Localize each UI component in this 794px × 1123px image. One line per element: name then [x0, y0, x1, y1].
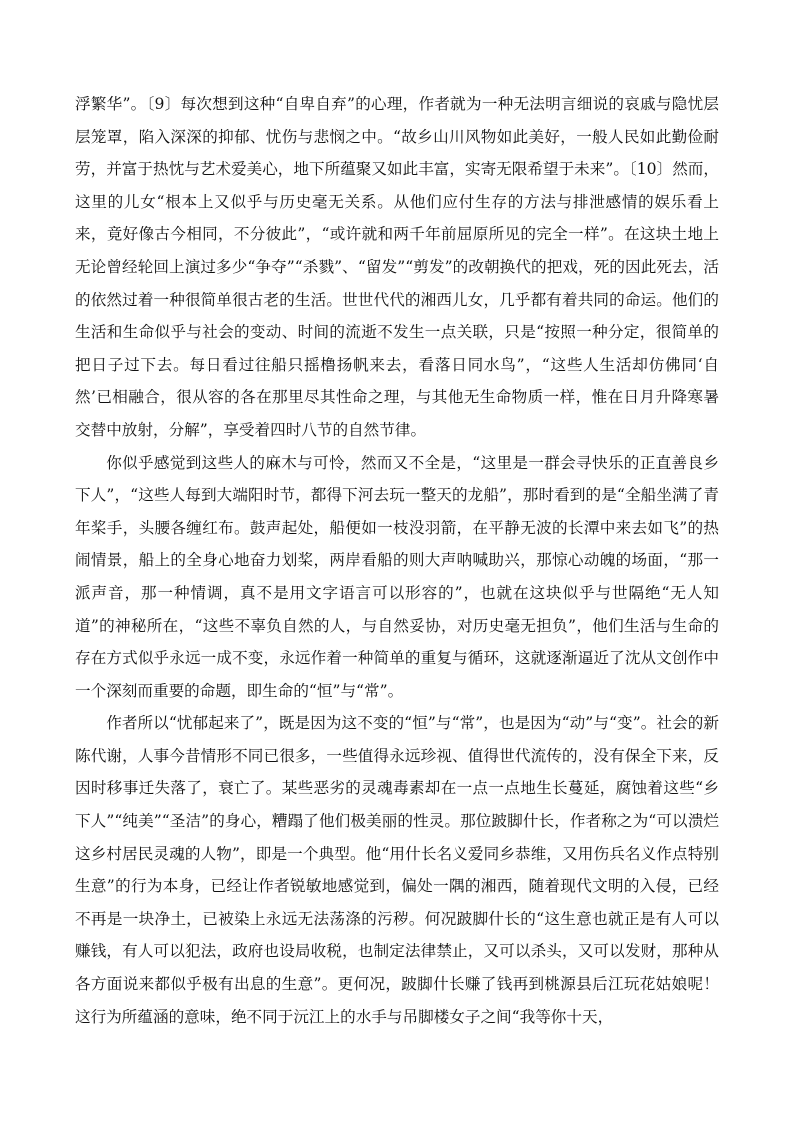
paragraph-1: 浮繁华”。〔9〕每次想到这种“自卑自弃”的心理，作者就为一种无法明言细说的哀戚与隐忧层层笼罩，陷入深深的抑郁、忧伤与悲悯之中。“故乡山川风物如此美好，一般人民如此勤俭耐劳，并富于热忱与艺术爱美心，地下所蕴聚又如此丰富，实寄无限希望于未来”。〔10〕然而，这里的儿女“根本上又似乎与历史毫无关系。从他们应付生存的方法与排泄感情的娱乐看上来，竟好像古今相同，不分彼此”，“或许就和两千年前屈原所见的完全一样”。在这块土地上无论曾经轮回上演过多少“争夺”“杀戮”、“留发”“剪发”的改朝换代的把戏，死的因此死去，活的依然过着一种很简单很古老的生活。世世代代的湘西儿女，几乎都有着共同的命运。他们的生活和生命似乎与社会的变动、时间的流逝不发生一点关联，只是“按照一种分定，很简单的把日子过下去。每日看过往船只摇橹扬帆来去，看落日同水鸟”，“这些人生活却仿佛同‘自然’已相融合，很从容的各在那里尽其性命之理，与其他无生命物质一样，惟在日月升降寒暑交替中放射，分解”，享受着四时八节的自然节律。 — [75, 95, 719, 439]
paragraph-2: 你似乎感觉到这些人的麻木与可怜，然而又不全是，“这里是一群会寻快乐的正直善良乡下人”，“这些人每到大端阳时节，都得下河去玩一整天的龙船”，那时看到的是“全船坐满了青年桨手，头腰各缠红布。鼓声起处，船便如一枝没羽箭，在平静无波的长潭中来去如飞”的热闹情景，船上的全身心地奋力划桨，两岸看船的则大声呐喊助兴，那惊心动魄的场面，“那一派声音，那一种情调，真不是用文字语言可以形容的”，也就在这块似乎与世隔绝“无人知道”的神秘所在，“这些不辜负自然的人，与自然妥协，对历史毫无担负”，他们生活与生命的存在方式似乎永远一成不变，永远作着一种简单的重复与循环，这就逐渐逼近了沈从文创作中一个深刻而重要的命题，即生命的“恒”与“常”。 — [75, 453, 719, 700]
paragraph-3: 作者所以“忧郁起来了”，既是因为这不变的“恒”与“常”，也是因为“动”与“变”。社会的新陈代谢，人事今昔情形不同已很多，一些值得永远珍视、值得世代流传的，没有保全下来，反因时移事迁失落了，衰亡了。某些恶劣的灵魂毒素却在一点一点地生长蔓延，腐蚀着这些“乡下人”“纯美”“圣洁”的身心，糟蹋了他们极美丽的性灵。那位跛脚什长，作者称之为“可以溃烂这乡村居民灵魂的人物”，即是一个典型。他“用什长名义爱同乡恭维，又用伤兵名义作点特别生意”的行为本身，已经让作者锐敏地感觉到，偏处一隅的湘西，随着现代文明的入侵，已经不再是一块净土，已被染上永远无法荡涤的污秽。何况跛脚什长的“这生意也就正是有人可以赚钱，有人可以犯法，政府也设局收税，也制定法律禁止，又可以杀头，又可以发财，那种从各方面说来都似乎极有出息的生意”。更何况，跛脚什长赚了钱再到桃源县后江玩花姑娘呢！这行为所蕴涵的意味，绝不同于沅江上的水手与吊脚楼女子之间“我等你十天， — [75, 714, 719, 1026]
document-page — [75, 88, 719, 1033]
